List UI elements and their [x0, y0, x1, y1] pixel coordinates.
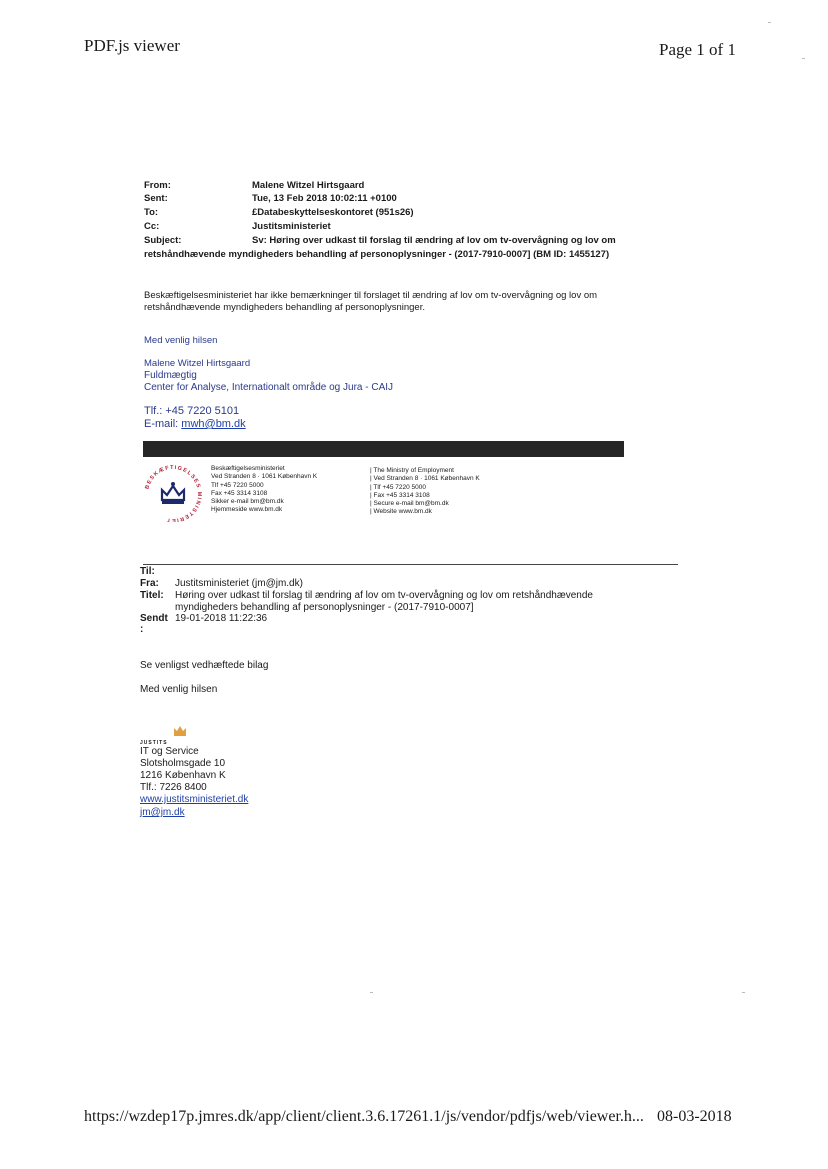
- header-label-to: To:: [144, 207, 159, 218]
- signature-phone: Tlf.: +45 7220 5101: [144, 405, 240, 417]
- crown-icon: [172, 723, 188, 737]
- fwd-sent-label: Sendt: [140, 613, 168, 624]
- org-street-da: Ved Stranden 8 · 1061 København K: [211, 473, 318, 481]
- org-email-da[interactable]: Sikker e-mail bm@bm.dk: [211, 498, 284, 506]
- signature-name: Malene Witzel Hirtsgaard: [144, 358, 251, 369]
- signature-email-link[interactable]: mwh@bm.dk: [181, 418, 246, 430]
- header-value-to: £Databeskyttelseskontoret (951s26): [252, 207, 414, 218]
- fwd-sent-colon: :: [140, 624, 144, 635]
- sender-website-link[interactable]: www.justitsministeriet.dk: [140, 794, 249, 805]
- justits-logo-text: JUSTITS: [140, 740, 168, 746]
- sender-line-1: IT og Service: [140, 746, 199, 757]
- org-name-en: | The Ministry of Employment: [370, 467, 454, 474]
- forward-separator: [143, 564, 678, 565]
- org-website-en[interactable]: | Website www.bm.dk: [370, 508, 432, 516]
- footer-date: 08-03-2018: [657, 1108, 732, 1125]
- fwd-from-label: Fra:: [140, 578, 159, 589]
- header-label-subject: Subject:: [144, 235, 182, 246]
- page-indicator: Page 1 of 1: [659, 40, 736, 59]
- org-address-english: [370, 467, 480, 517]
- fwd-title-line-1: Høring over udkast til forslag til ændring af lov om tv-overvågning og lov om retshåndhævende: [175, 590, 593, 601]
- scan-speck: [768, 22, 771, 23]
- sender-line-3: 1216 København K: [140, 770, 226, 781]
- org-phone-en: | Tlf +45 7220 5000: [370, 483, 426, 491]
- org-street-en: | Ved Stranden 8 · 1061 København K: [370, 475, 480, 483]
- header-value-cc: Justitsministeriet: [252, 221, 331, 232]
- viewer-title: PDF.js viewer: [84, 36, 180, 55]
- org-name-da: Beskæftigelsesministeriet: [211, 465, 285, 472]
- org-phone-da: Tlf +45 7220 5000: [211, 481, 264, 489]
- footer-url: https://wzdep17p.jmres.dk/app/client/client.3.6.17261.1/js/vendor/pdfjs/web/viewer.h...: [84, 1108, 644, 1125]
- subject-continuation: retshåndhævende myndigheders behandling af personoplysninger - (2017-7910-0007] (BM ID: 1455127): [144, 249, 610, 260]
- fwd-greeting: Med venlig hilsen: [140, 684, 218, 695]
- org-website-da[interactable]: Hjemmeside www.bm.dk: [211, 506, 283, 514]
- fwd-from-value: Justitsministeriet (jm@jm.dk): [175, 578, 303, 589]
- fwd-title-label: Titel:: [140, 590, 164, 601]
- header-label-cc: Cc:: [144, 221, 160, 232]
- header-label-from: From:: [144, 180, 171, 191]
- scan-speck: [802, 58, 805, 59]
- sender-line-4: Tlf.: 7226 8400: [140, 782, 207, 793]
- crest-ring-text: BESKÆFTIGELSES MINISTERIET: [144, 464, 203, 522]
- fwd-to-label: Til:: [140, 566, 155, 577]
- org-fax-da: Fax +45 3314 3108: [211, 489, 268, 497]
- header-value-subject: Sv: Høring over udkast til forslag til ændring af lov om tv-overvågning og lov om: [252, 235, 616, 246]
- header-value-from: Malene Witzel Hirtsgaard: [252, 180, 365, 191]
- header-value-sent: Tue, 13 Feb 2018 10:02:11 +0100: [252, 193, 397, 204]
- signature-email-row: [144, 418, 246, 430]
- sender-email-link[interactable]: jm@jm.dk: [140, 807, 185, 818]
- ministry-crest-logo: [140, 462, 206, 522]
- header-label-sent: Sent:: [144, 193, 168, 204]
- crown-icon: [162, 482, 184, 504]
- signature-email-label: E-mail:: [144, 418, 179, 430]
- fwd-title-line-2: myndigheders behandling af personoplysninger - (2017-7910-0007]: [175, 602, 474, 613]
- sender-line-2: Slotsholmsgade 10: [140, 758, 226, 769]
- org-address-danish: [211, 465, 317, 515]
- signature-banner-bar: [143, 441, 624, 457]
- scan-speck: [742, 992, 745, 993]
- org-fax-en: | Fax +45 3314 3108: [370, 491, 430, 499]
- fwd-sent-value: 19-01-2018 11:22:36: [175, 613, 268, 624]
- body-line-2: retshåndhævende myndigheders behandling af personoplysninger.: [144, 302, 425, 313]
- body-line-1: Beskæftigelsesministeriet har ikke bemærkninger til forslaget til ændring af lov om tv-overvågning og lov om: [144, 290, 598, 301]
- org-email-en[interactable]: | Secure e-mail bm@bm.dk: [370, 500, 449, 508]
- scan-speck: [370, 992, 373, 993]
- signature-department: Center for Analyse, Internationalt område og Jura - CAIJ: [144, 382, 394, 393]
- svg-text:BESKÆFTIGELSES MINISTERIET: [144, 465, 202, 522]
- greeting: Med venlig hilsen: [144, 335, 218, 346]
- signature-title: Fuldmægtig: [144, 370, 197, 381]
- fwd-body: Se venligst vedhæftede bilag: [140, 660, 269, 671]
